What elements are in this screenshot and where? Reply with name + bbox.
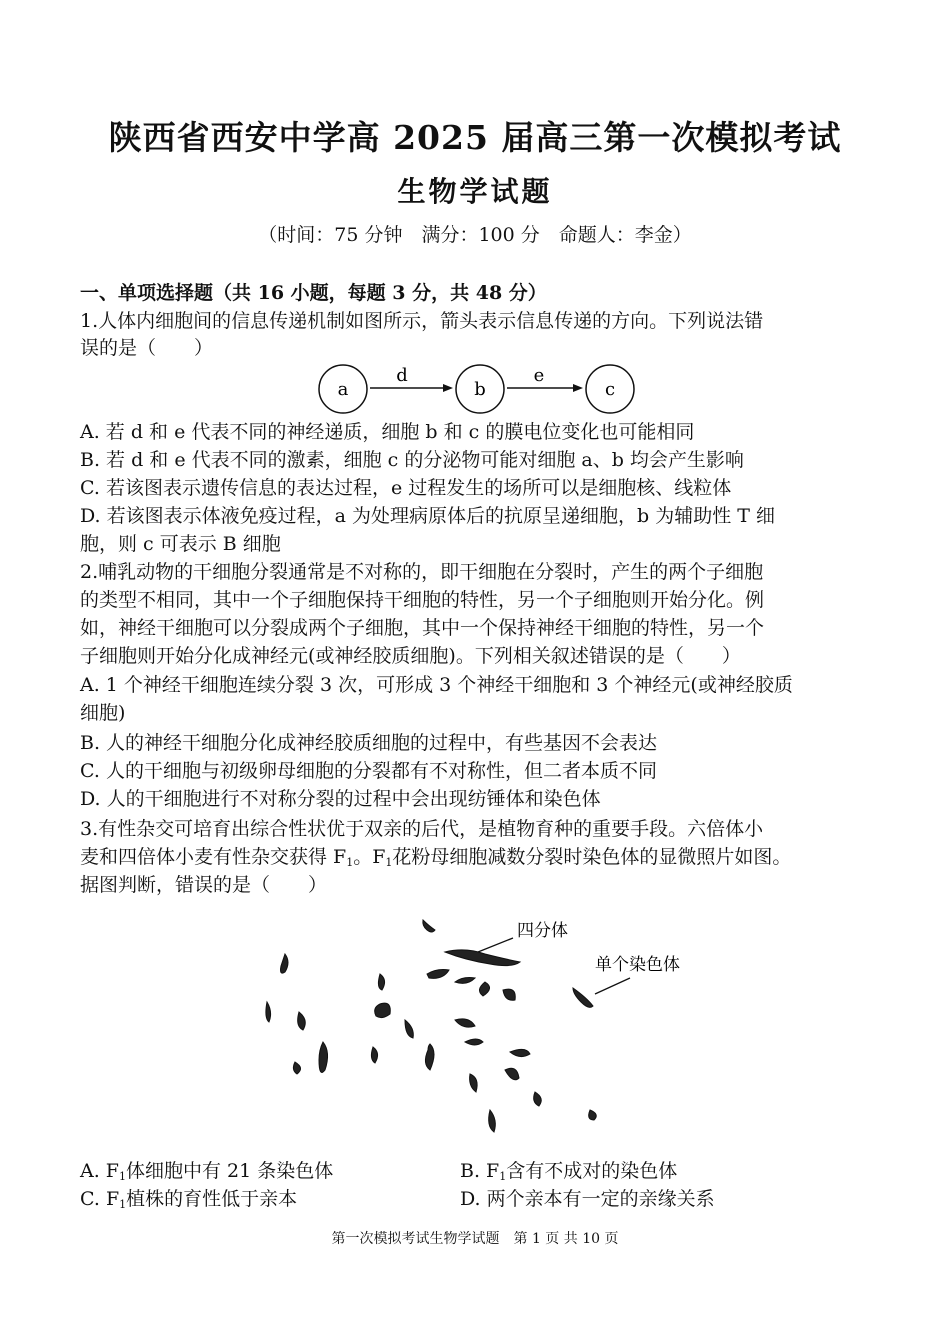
- node-b-label: b: [474, 379, 486, 400]
- q3-stem-line-1: 3.有性杂交可培育出综合性状优于双亲的后代，是植物育种的重要手段。六倍体小: [80, 818, 764, 840]
- q1-option-d-cont: 胞，则 c 可表示 B 细胞: [80, 533, 281, 555]
- q1-stem-line-1: 1.人体内细胞间的信息传递机制如图所示，箭头表示信息传递的方向。下列说法错: [80, 310, 764, 332]
- q3-option-b: B. $F_1$含有不成对的染色体: [460, 1160, 678, 1183]
- node-a-label: a: [337, 379, 349, 400]
- label-tetrad: 四分体: [517, 921, 568, 941]
- label-single-chromosome: 单个染色体: [595, 955, 680, 975]
- arrow-d-label: d: [396, 365, 408, 386]
- q2-option-b: B. 人的神经干细胞分化成神经胶质细胞的过程中，有些基因不会表达: [80, 732, 658, 754]
- exam-title: 陕西省西安中学高 2025 届高三第一次模拟考试: [108, 118, 842, 157]
- q3-stem-line-3: 据图判断，错误的是（ ）: [80, 874, 328, 896]
- q3-option-d: D. 两个亲本有一定的亲缘关系: [460, 1188, 715, 1210]
- q3-option-a: A. $F_1$体细胞中有 21 条染色体: [80, 1160, 334, 1183]
- page-footer: 第一次模拟考试生物学试题 第 1 页 共 10 页: [331, 1231, 619, 1247]
- q2-option-c: C. 人的干细胞与初级卵母细胞的分裂都有不对称性，但二者本质不同: [80, 760, 657, 782]
- section-heading: 一、单项选择题（共 16 小题，每题 3 分，共 48 分）: [80, 282, 547, 304]
- exam-subtitle: 生物学试题: [397, 175, 553, 208]
- q2-option-a-cont: 细胞): [80, 702, 126, 724]
- q3-option-c: C. $F_1$植株的育性低于亲本: [80, 1188, 298, 1211]
- exam-info: （时间：75 分钟 满分：100 分 命题人：李金）: [258, 224, 692, 246]
- q1-option-a: A. 若 d 和 e 代表不同的神经递质，细胞 b 和 c 的膜电位变化也可能相同: [80, 421, 695, 443]
- q1-stem-line-2: 误的是（ ）: [80, 337, 214, 359]
- q2-stem-line-3: 如，神经干细胞可以分裂成两个子细胞，其中一个保持神经干细胞的特性，另一个: [80, 617, 765, 639]
- arrow-e-head: [573, 384, 583, 392]
- q1-option-b: B. 若 d 和 e 代表不同的激素，细胞 c 的分泌物可能对细胞 a、b 均会产生影响: [80, 449, 744, 471]
- q2-option-a: A. 1 个神经干细胞连续分裂 3 次，可形成 3 个神经干细胞和 3 个神经元(或神经胶质: [80, 674, 793, 696]
- q1-signal-diagram: [310, 360, 640, 418]
- q3-stem-line-2: 麦和四倍体小麦有性杂交获得 $F_1$。$F_1$花粉母细胞减数分裂时染色体的显微照片如图。: [80, 846, 792, 869]
- q2-stem-line-1: 2.哺乳动物的干细胞分裂通常是不对称的，即干细胞在分裂时，产生的两个子细胞: [80, 561, 764, 583]
- q2-option-d: D. 人的干细胞进行不对称分裂的过程中会出现纺锤体和染色体: [80, 788, 601, 810]
- q2-stem-line-2: 的类型不相同，其中一个子细胞保持干细胞的特性，另一个子细胞则开始分化。例: [80, 589, 765, 611]
- arrow-e-label: e: [533, 365, 545, 386]
- single-chromosome-pointer: [595, 978, 630, 994]
- tetrad-pointer: [478, 938, 513, 952]
- node-c-label: c: [604, 379, 616, 400]
- q2-stem-line-4: 子细胞则开始分化成神经元(或神经胶质细胞)。下列相关叙述错误的是（ ）: [80, 645, 741, 667]
- chromosome-micrograph: [255, 912, 715, 1147]
- q1-option-c: C. 若该图表示遗传信息的表达过程，e 过程发生的场所可以是细胞核、线粒体: [80, 477, 732, 499]
- arrow-d-head: [443, 384, 453, 392]
- q1-option-d: D. 若该图表示体液免疫过程，a 为处理病原体后的抗原呈递细胞，b 为辅助性 T 细: [80, 505, 775, 527]
